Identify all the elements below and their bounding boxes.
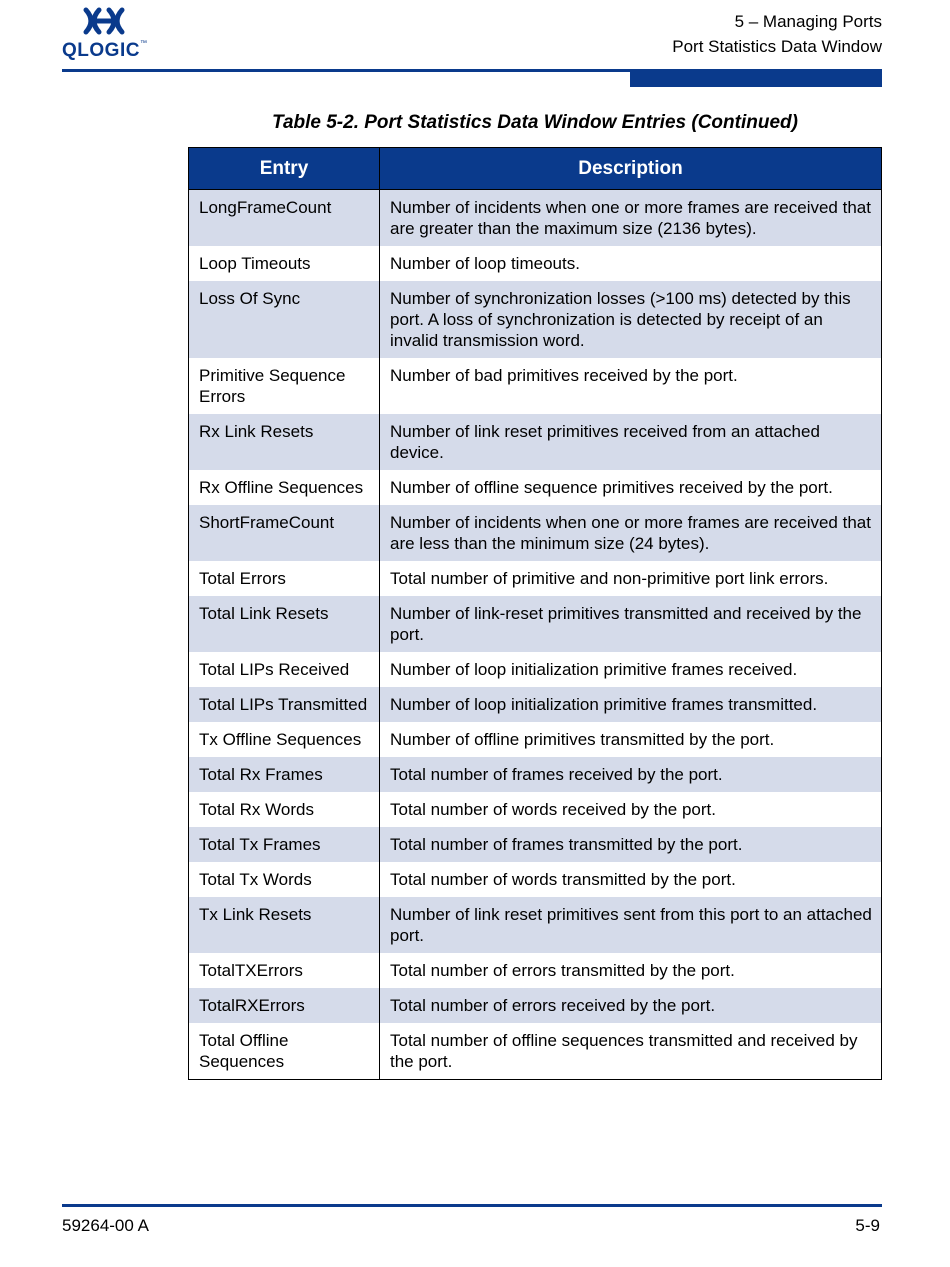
table-row [189, 246, 882, 281]
entry-cell: Primitive Sequence Errors [189, 358, 380, 414]
table-row [189, 470, 882, 505]
description-cell: Number of incidents when one or more frames are received that are greater than the maximum size (2136 bytes). [380, 190, 882, 247]
table-row [189, 414, 882, 470]
entry-cell: LongFrameCount [189, 190, 380, 247]
description-cell: Total number of primitive and non-primitive port link errors. [380, 561, 882, 596]
entry-cell: Loop Timeouts [189, 246, 380, 281]
table-row [189, 953, 882, 988]
table-row [189, 897, 882, 953]
entry-cell: Rx Link Resets [189, 414, 380, 470]
entry-cell: Total Rx Words [189, 792, 380, 827]
entry-cell: Loss Of Sync [189, 281, 380, 358]
entry-cell: Total Offline Sequences [189, 1023, 380, 1080]
entry-cell: Total Rx Frames [189, 757, 380, 792]
description-cell: Number of incidents when one or more frames are received that are less than the minimum size (24 bytes). [380, 505, 882, 561]
column-header-entry: Entry [189, 148, 380, 190]
table-row [189, 652, 882, 687]
entry-cell: Total Link Resets [189, 596, 380, 652]
entry-cell: TotalTXErrors [189, 953, 380, 988]
description-cell: Number of bad primitives received by the port. [380, 358, 882, 414]
running-header [672, 9, 882, 59]
qlogic-logo-mark-icon [82, 6, 126, 36]
entry-cell: Rx Offline Sequences [189, 470, 380, 505]
header-accent-block [630, 69, 882, 87]
description-cell: Number of link reset primitives received from an attached device. [380, 414, 882, 470]
page-number: 5-9 [855, 1216, 880, 1235]
logo-wordmark: QLOGIC™ [62, 40, 148, 61]
table-body [189, 190, 882, 1080]
entry-cell: Tx Link Resets [189, 897, 380, 953]
description-cell: Number of offline primitives transmitted by the port. [380, 722, 882, 757]
table-row [189, 687, 882, 722]
entry-cell: Total Tx Words [189, 862, 380, 897]
table-row [189, 358, 882, 414]
table-row [189, 596, 882, 652]
description-cell: Total number of words transmitted by the port. [380, 862, 882, 897]
table-caption: Table 5-2. Port Statistics Data Window Entries (Continued) [272, 112, 798, 133]
entry-cell: Total LIPs Transmitted [189, 687, 380, 722]
table-row [189, 722, 882, 757]
table-row [189, 561, 882, 596]
table-row [189, 792, 882, 827]
description-cell: Number of link reset primitives sent from this port to an attached port. [380, 897, 882, 953]
footer-rule [62, 1204, 882, 1207]
qlogic-logo [62, 6, 152, 60]
entry-cell: TotalRXErrors [189, 988, 380, 1023]
table-header-row [189, 148, 882, 190]
table-row [189, 757, 882, 792]
table-row [189, 190, 882, 247]
entry-cell: Total LIPs Received [189, 652, 380, 687]
entry-cell: Tx Offline Sequences [189, 722, 380, 757]
port-statistics-table [188, 147, 882, 1080]
entry-cell: Total Tx Frames [189, 827, 380, 862]
description-cell: Total number of frames received by the port. [380, 757, 882, 792]
chapter-title: 5 – Managing Ports [734, 12, 882, 31]
document-number: 59264-00 A [62, 1216, 149, 1235]
description-cell: Number of loop initialization primitive frames received. [380, 652, 882, 687]
table-row [189, 988, 882, 1023]
description-cell: Number of synchronization losses (>100 ms) detected by this port. A loss of synchronization is detected by receipt of an invalid transmission word. [380, 281, 882, 358]
table-row [189, 505, 882, 561]
entry-cell: ShortFrameCount [189, 505, 380, 561]
description-cell: Number of loop timeouts. [380, 246, 882, 281]
section-title: Port Statistics Data Window [672, 37, 882, 56]
entry-cell: Total Errors [189, 561, 380, 596]
description-cell: Total number of offline sequences transmitted and received by the port. [380, 1023, 882, 1080]
column-header-description: Description [380, 148, 882, 190]
description-cell: Number of link-reset primitives transmitted and received by the port. [380, 596, 882, 652]
description-cell: Total number of errors transmitted by the port. [380, 953, 882, 988]
table-row [189, 281, 882, 358]
description-cell: Number of offline sequence primitives received by the port. [380, 470, 882, 505]
description-cell: Total number of frames transmitted by the port. [380, 827, 882, 862]
description-cell: Number of loop initialization primitive frames transmitted. [380, 687, 882, 722]
table-row [189, 862, 882, 897]
description-cell: Total number of words received by the port. [380, 792, 882, 827]
table-row [189, 827, 882, 862]
description-cell: Total number of errors received by the port. [380, 988, 882, 1023]
table-row [189, 1023, 882, 1080]
